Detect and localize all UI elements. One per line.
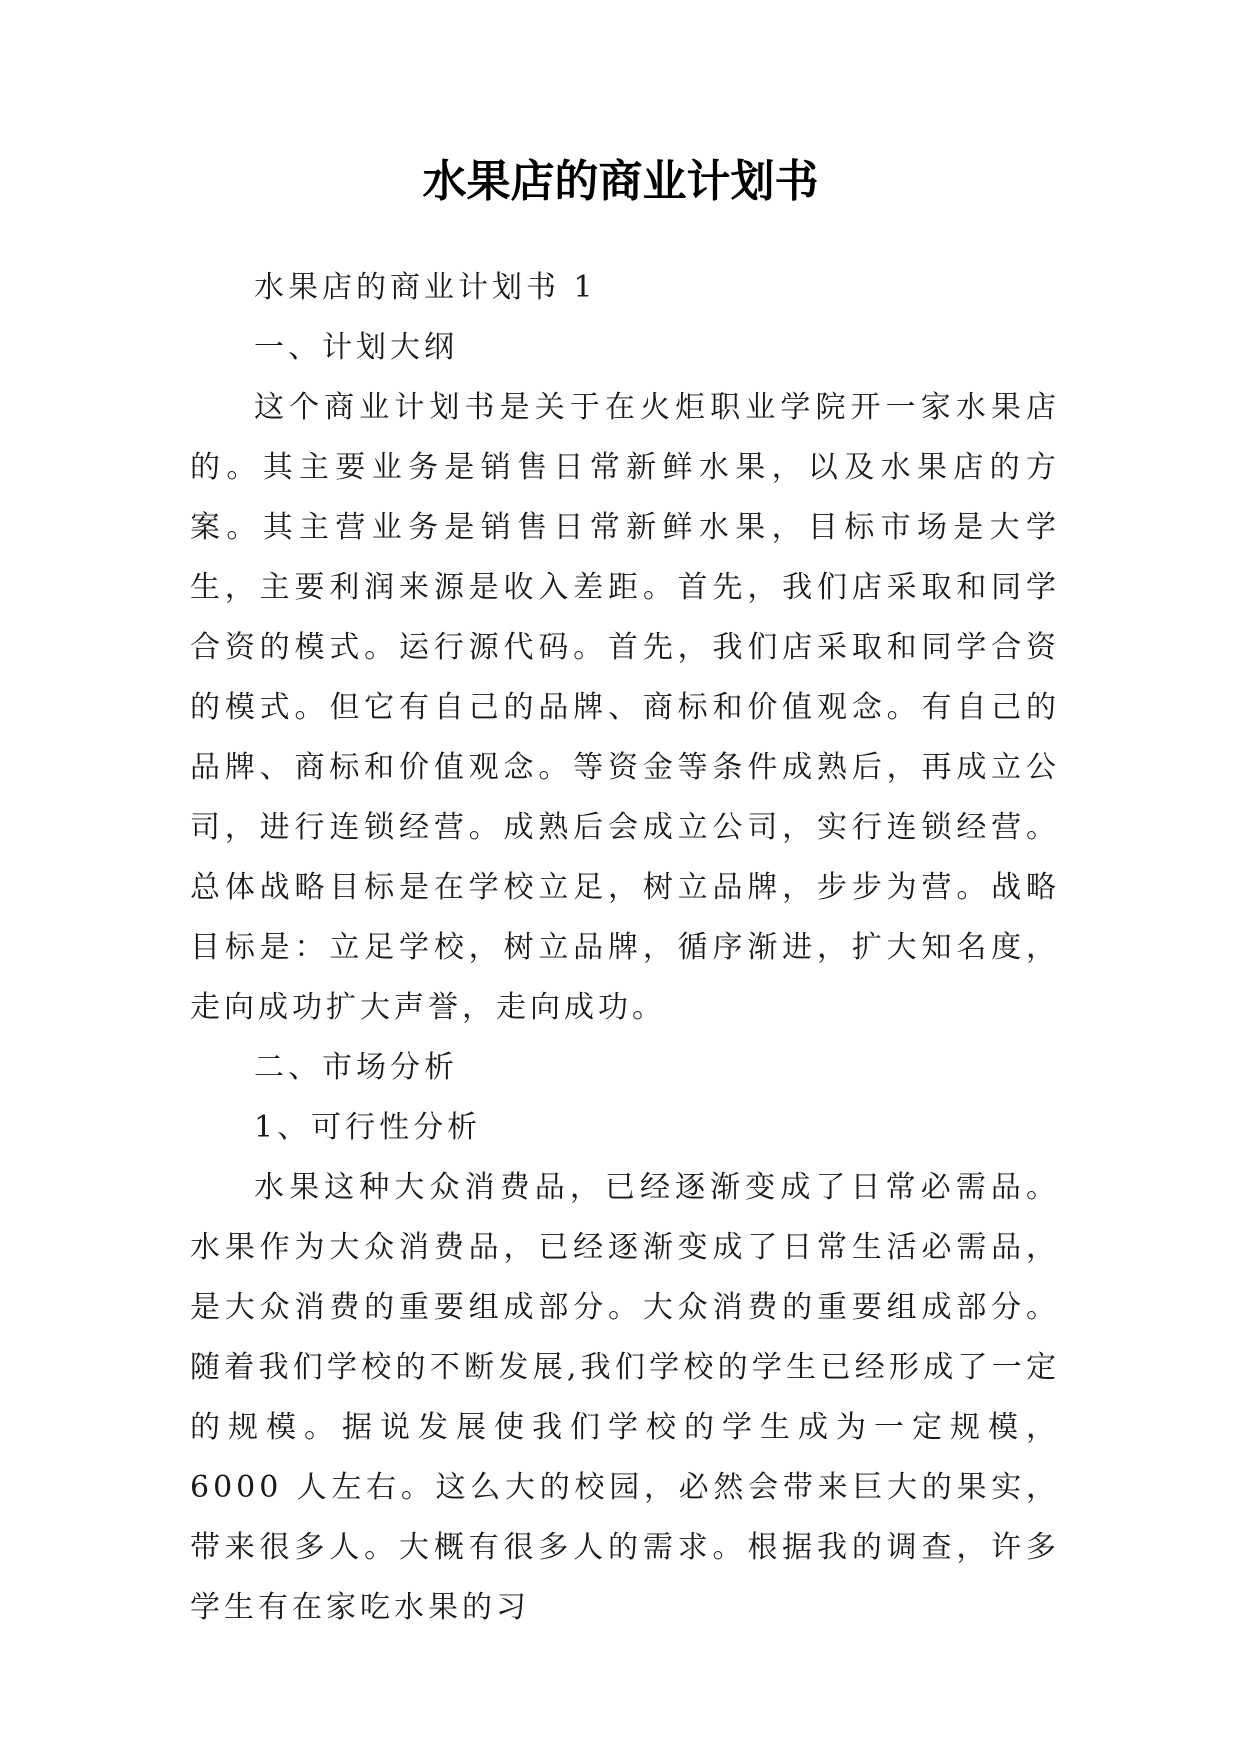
document-title: 水果店的商业计划书 (422, 156, 819, 207)
body-paragraph: 这个商业计划书是关于在火炬职业学院开一家水果店的。其主要业务是销售日常新鲜水果，以及水果店的方案。其主营业务是销售日常新鲜水果，目标市场是大学生，主要利润来源是收入差距。首先，我们店采取和同学合资的模式。运行源代码。首先，我们店采取和同学合资的模式。但它有自己的品牌、商标和价值观念。有自己的品牌、商标和价值观念。等资金等条件成熟后，再成立公司，进行连锁经营。成熟后会成立公司，实行连锁经营。总体战略目标是在学校立足，树立品牌，步步为营。战略目标是：立足学校，树立品牌，循序渐进，扩大知名度，走向成功扩大声誉，走向成功。 (190, 390, 1060, 1025)
section-heading-market: 二、市场分析 (254, 1050, 458, 1085)
body-paragraph: 水果这种大众消费品，已经逐渐变成了日常必需品。水果作为大众消费品，已经逐渐变成了日常生活必需品，是大众消费的重要组成部分。大众消费的重要组成部分。随着我们学校的不断发展,我们学校的学生已经形成了一定的规模。据说发展使我们学校的学生成为一定规模，6000 人左右。这么大的校园，必然会带来巨大的果实，带来很多人。大概有很多人的需求。根据我的调查，许多学生有在家吃水果的习 (190, 1170, 1060, 1625)
section-subtitle: 水果店的商业计划书 1 (254, 270, 597, 305)
section-heading-feasibility: 1、可行性分析 (254, 1110, 482, 1145)
document-body (190, 258, 1060, 1638)
section-heading-outline: 一、计划大纲 (254, 330, 458, 365)
